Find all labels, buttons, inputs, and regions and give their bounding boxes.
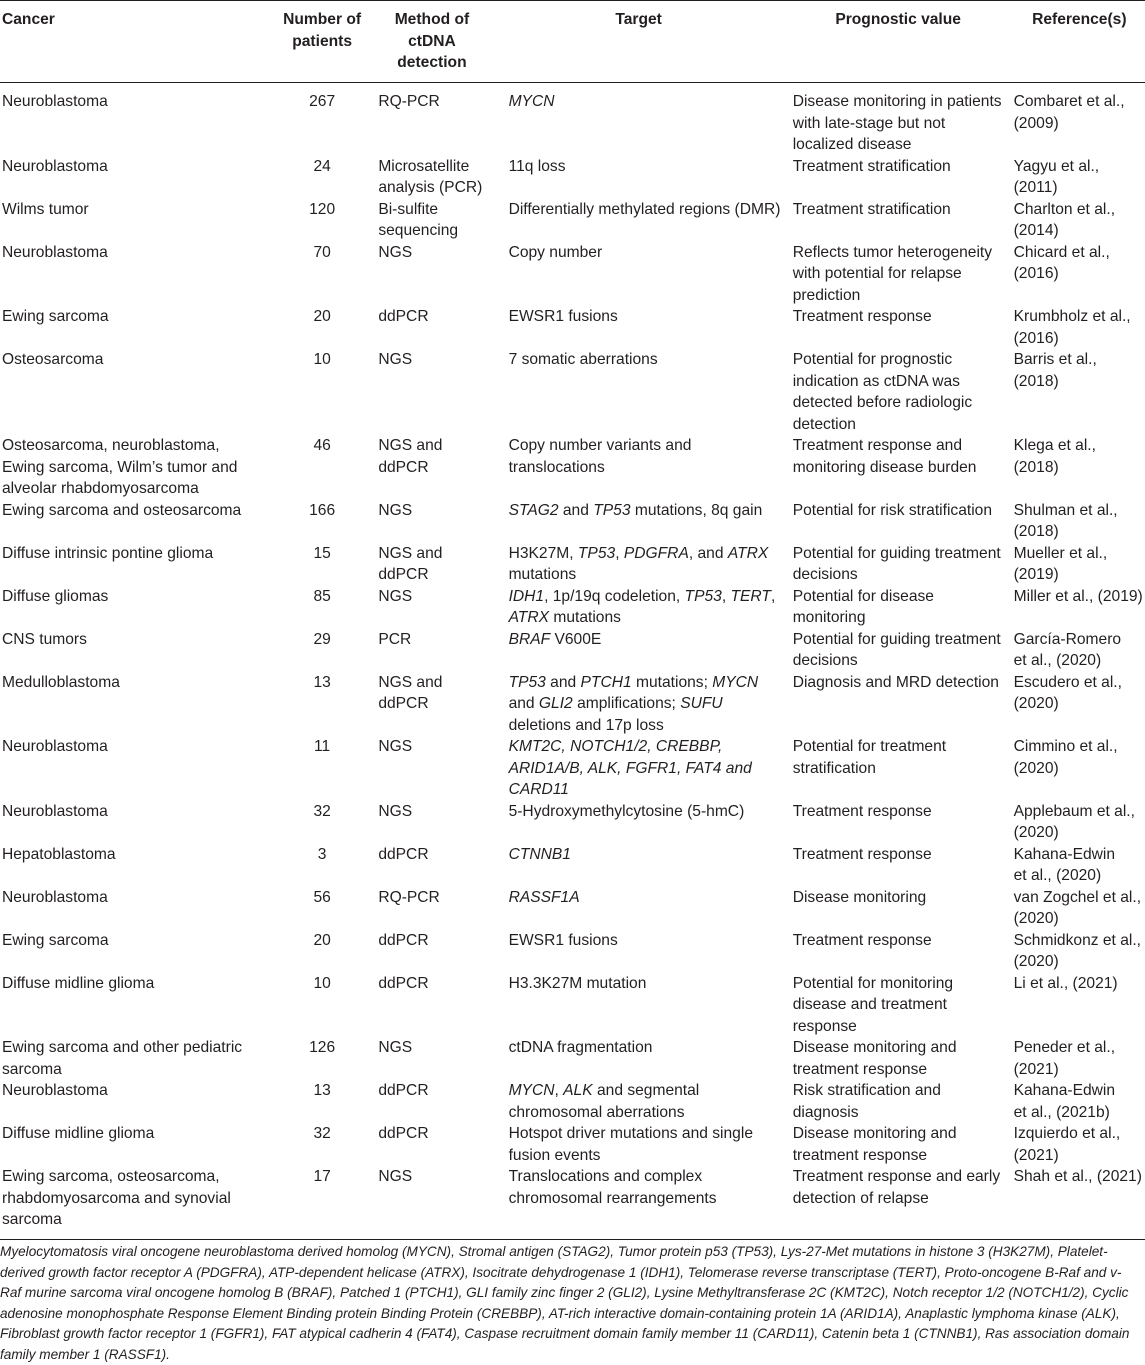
cell-cancer: CNS tumors [2,630,87,648]
table-body [0,83,1145,1240]
cell-prognostic: Treatment response and early detection of relapse [792,1168,1001,1207]
table-row [0,1080,1145,1123]
target-text-segment: TERT [730,587,771,605]
cell-target [492,435,786,500]
cell-prognostic: Disease monitoring and treatment response [792,1039,957,1078]
cell-method: ddPCR [378,308,429,325]
table-header [0,1,1145,83]
target-text-segment: PTCH1 [580,673,632,691]
cell-target [492,83,786,156]
table-row [0,736,1145,801]
cell-target [492,586,786,629]
target-text-segment: mutations [508,566,577,583]
cell-cancer: Neuroblastoma [2,738,108,755]
cell-reference: Mueller et al., (2019) [1013,544,1108,583]
table-row [0,672,1145,737]
table-row [0,801,1145,844]
cell-method: Microsatellite analysis (PCR) [378,157,483,196]
target-text-segment: , [554,1082,564,1099]
table-row [0,199,1145,242]
cell-target [492,736,786,801]
cell-method: RQ-PCR [378,888,440,906]
target-text-segment: and segmental chromosomal aberrations [508,1082,700,1121]
table-row [0,844,1145,887]
table-row [0,629,1145,672]
cell-prognostic: Potential for monitoring disease and treatment response [792,974,954,1035]
cell-method: NGS [378,738,413,755]
cell-cancer: Wilms tumor [2,200,89,218]
target-text-segment: and [508,695,535,712]
cell-reference: Li et al., (2021) [1013,974,1118,992]
target-text-segment: TP53 [577,544,616,562]
cell-prognostic: Treatment response [792,802,932,820]
cell-cancer: Diffuse midline glioma [2,1125,155,1142]
target-text-segment: , [770,587,776,605]
table-row [0,586,1145,629]
cell-method: ddPCR [378,845,429,863]
cell-cancer: Neuroblastoma [2,157,108,175]
cell-reference: Klega et al., (2018) [1013,437,1096,476]
cell-method: NGS [378,501,413,519]
cell-patients: 85 [313,587,331,605]
header-patients: Number of patients [283,11,362,50]
target-text-segment: mutations, 8q gain [630,501,763,519]
cell-method: ddPCR [378,974,429,992]
cell-target [492,672,786,737]
cell-cancer: Ewing sarcoma and osteosarcoma [2,501,242,519]
target-text-segment: 5-Hydroxymethylcytosine (5-hmC) [508,802,745,820]
cell-prognostic: Potential for prognostic indication as ctDNA was detected before radiologic detection [792,351,973,433]
target-text-segment: TP53 [508,673,546,691]
cell-method: PCR [378,630,412,648]
cell-method: RQ-PCR [378,93,440,110]
cell-reference: Charlton et al., (2014) [1013,200,1116,239]
cell-patients: 13 [313,1082,331,1099]
target-text-segment: ATRX [727,544,769,562]
target-text-segment: MYCN [508,93,555,110]
cell-reference: Chicard et al., (2016) [1013,243,1110,282]
cell-prognostic: Disease monitoring [792,888,927,906]
cell-patients: 10 [313,974,331,992]
table-row [0,500,1145,543]
cell-patients: 24 [313,157,331,175]
table-row [0,1037,1145,1080]
table-row [0,887,1145,930]
cell-prognostic: Potential for guiding treatment decisions [792,630,1001,669]
cell-cancer: Medulloblastoma [2,673,120,691]
cell-reference: Krumbholz et al., (2016) [1013,308,1131,347]
target-text-segment: SUFU [680,695,723,712]
cell-patients: 126 [309,1039,336,1056]
table-row [0,83,1145,156]
header-method: Method of ctDNA detection [394,11,470,71]
cell-reference: Izquierdo et al., (2021) [1013,1125,1121,1164]
target-text-segment: TP53 [684,587,722,605]
target-text-segment: Hotspot driver mutations and single fusion events [508,1125,753,1164]
cell-reference: Cimmino et al., (2020) [1013,738,1118,777]
target-text-segment: EWSR1 fusions [508,308,618,325]
table-row [0,306,1145,349]
target-text-segment: and [558,501,594,519]
cell-patients: 32 [313,1125,331,1142]
cell-cancer: Neuroblastoma [2,802,108,820]
cell-method: NGS and ddPCR [378,544,443,583]
cell-target [492,887,786,930]
target-text-segment: PDGFRA [623,544,689,562]
table-row [0,973,1145,1038]
cell-reference: Yagyu et al., (2011) [1013,157,1100,196]
cell-cancer: Osteosarcoma [2,351,104,368]
cell-prognostic: Treatment response and monitoring disease burden [792,437,977,476]
target-text-segment: amplifications; [572,695,681,712]
cell-prognostic: Potential for guiding treatment decisions [792,544,1001,583]
cell-reference: Shah et al., (2021) [1013,1168,1142,1185]
cell-patients: 32 [313,802,331,820]
cell-reference: Combaret et al., (2009) [1013,93,1125,132]
cell-prognostic: Disease monitoring in patients with late-stage but not localized disease [792,93,1002,153]
cell-reference: van Zogchel et al., (2020) [1013,888,1142,927]
cell-method: NGS [378,351,413,368]
target-text-segment: deletions and 17p loss [508,716,664,734]
cell-target [492,844,786,887]
cell-target [492,242,786,307]
cell-target [492,973,786,1038]
cell-method: ddPCR [378,1082,429,1099]
cell-method: NGS and ddPCR [378,673,443,712]
header-prognostic: Prognostic value [835,11,961,28]
table-footnote: Myelocytomatosis viral oncogene neuroblastoma derived homolog (MYCN), Stromal antigen (STAG2), Tumor protein p53 (TP53), Lys-27-Met mutations in histone 3 (H3K27M), Platelet-derived growth factor receptor A (PDGFRA), ATP-dependent helicase (ATRX), Isocitrate dehydrogenase 1 (IDH1), Telomerase reverse transcriptase (TERT), Proto-oncogene B-Raf and v-Raf murine sarcoma viral oncogene homolog B (BRAF), Patched 1 (PTCH1), GLI family zinc finger 2 (GLI2), Lysine Methyltransferase 2C (KMT2C), Notch receptor 1/2 (NOTCH1/2), Cyclic adenosine monophosphate Response Element Binding protein Binding Protein (CREBBP), AT-rich interactive domain-containing protein 1A (ARID1A), Anaplastic lymphoma kinase (ALK), Fibroblast growth factor receptor 1 (FGFR1), FAT atypical cadherin 4 (FAT4), Caspase recruitment domain family member 11 (CARD11), Catenin beta 1 (CTNNB1), Ras association domain family member 1 (RASSF1). [0,1244,1130,1362]
cell-prognostic: Treatment response [792,845,932,863]
target-text-segment: ctDNA fragmentation [508,1039,653,1056]
cell-target [492,930,786,973]
header-target: Target [615,11,662,28]
cell-prognostic: Diagnosis and MRD detection [792,673,999,691]
table-row [0,435,1145,500]
table-row [0,543,1145,586]
target-text-segment: , and [688,544,728,562]
target-text-segment: Differentially methylated regions (DMR) [508,200,781,218]
header-cancer: Cancer [2,11,55,28]
cell-cancer: Ewing sarcoma [2,308,109,325]
cell-prognostic: Potential for disease monitoring [792,587,934,626]
target-text-segment: mutations [549,609,621,626]
cell-patients: 166 [309,501,336,519]
cell-patients: 46 [313,437,331,454]
target-text-segment: STAG2 [508,501,559,519]
cell-prognostic: Risk stratification and diagnosis [792,1082,941,1121]
target-text-segment: IDH1 [508,587,545,605]
target-text-segment: Copy number [508,243,603,261]
header-references: Reference(s) [1032,11,1127,28]
cell-target [492,1080,786,1123]
cell-prognostic: Potential for treatment stratification [792,738,947,777]
table-row [0,349,1145,435]
target-text-segment: KMT2C, NOTCH1/2, CREBBP, ARID1A/B, ALK, FGFR1, FAT4 and CARD11 [508,738,752,798]
cell-target [492,629,786,672]
target-text-segment: TP53 [593,501,631,519]
cell-cancer: Ewing sarcoma, osteosarcoma, rhabdomyosarcoma and synovial sarcoma [2,1168,231,1228]
cell-reference: Peneder et al., (2021) [1013,1039,1116,1078]
target-text-segment: , 1p/19q codeletion, [544,587,685,605]
cell-cancer: Neuroblastoma [2,1082,108,1099]
cell-prognostic: Reflects tumor heterogeneity with potential for relapse prediction [792,243,993,304]
cell-reference: Barris et al., (2018) [1013,351,1097,390]
cell-target [492,1166,786,1239]
cell-reference: Applebaum et al., (2020) [1013,802,1135,841]
cell-method: NGS [378,1039,413,1056]
cell-reference: García-Romero et al., (2020) [1013,630,1122,669]
table-row [0,242,1145,307]
cell-target [492,801,786,844]
cell-prognostic: Treatment stratification [792,157,951,175]
cell-patients: 11 [314,738,331,755]
cell-cancer: Osteosarcoma, neuroblastoma, Ewing sarcoma, Wilm’s tumor and alveolar rhabdomyosarcoma [2,437,238,497]
cell-cancer: Diffuse intrinsic pontine glioma [2,544,214,562]
target-text-segment: BRAF [508,630,551,648]
cell-method: NGS [378,587,413,605]
target-text-segment: Copy number variants and translocations [508,437,692,476]
cell-prognostic: Treatment response [792,931,932,949]
target-text-segment: 7 somatic aberrations [508,351,658,368]
cell-reference: Shulman et al., (2018) [1013,501,1118,540]
target-text-segment: H3K27M, [508,544,578,562]
target-text-segment: MYCN [712,673,759,691]
cell-patients: 10 [313,351,331,368]
cell-patients: 17 [313,1168,331,1185]
cell-cancer: Diffuse gliomas [2,587,109,605]
cell-reference: Schmidkonz et al., (2020) [1013,931,1142,970]
cell-method: NGS [378,1168,413,1185]
target-text-segment: V600E [550,630,602,648]
cell-method: NGS and ddPCR [378,437,443,476]
target-text-segment: ATRX [508,609,549,626]
cell-patients: 20 [313,931,331,949]
cell-cancer: Neuroblastoma [2,888,108,906]
cell-patients: 56 [313,888,331,906]
target-text-segment: , [721,587,731,605]
cell-cancer: Ewing sarcoma and other pediatric sarcoma [2,1039,243,1078]
cell-reference: Kahana-Edwin et al., (2020) [1013,845,1116,884]
cell-target [492,199,786,242]
cell-target [492,306,786,349]
cell-patients: 15 [313,544,331,562]
cell-target [492,500,786,543]
cell-cancer: Hepatoblastoma [2,845,116,863]
cell-reference: Escudero et al., (2020) [1013,673,1122,712]
cell-patients: 20 [313,308,331,325]
target-text-segment: RASSF1A [508,888,580,906]
cell-patients: 120 [309,200,336,218]
cell-cancer: Ewing sarcoma [2,931,109,949]
cell-prognostic: Treatment stratification [792,200,951,218]
cell-reference: Kahana-Edwin et al., (2021b) [1013,1082,1116,1121]
cell-patients: 3 [317,845,327,863]
cell-target [492,156,786,199]
cell-method: ddPCR [378,931,429,949]
table-row [0,1123,1145,1166]
target-text-segment: CTNNB1 [508,845,571,863]
cell-cancer: Neuroblastoma [2,243,108,261]
target-text-segment: 11q loss [508,157,566,175]
target-text-segment: MYCN [508,1082,555,1099]
table-row [0,156,1145,199]
cell-cancer: Neuroblastoma [2,93,108,110]
cell-target [492,1037,786,1080]
target-text-segment: , [615,544,624,562]
cell-cancer: Diffuse midline glioma [2,974,155,992]
target-text-segment: Translocations and complex chromosomal rearrangements [508,1168,717,1207]
cell-prognostic: Treatment response [792,308,932,325]
cell-method: NGS [378,802,413,820]
target-text-segment: EWSR1 fusions [508,931,618,949]
cell-method: Bi-sulfite sequencing [378,200,459,239]
cell-patients: 29 [313,630,331,648]
target-text-segment: mutations; [631,673,713,691]
table-row [0,930,1145,973]
target-text-segment: and [545,673,581,691]
cell-target [492,543,786,586]
cell-reference: Miller et al., (2019) [1013,587,1143,605]
cell-patients: 13 [313,673,331,691]
cell-patients: 267 [309,93,336,110]
cell-method: ddPCR [378,1125,429,1142]
cell-target [492,349,786,435]
target-text-segment: H3.3K27M mutation [508,974,647,992]
target-text-segment: ALK [563,1082,593,1099]
cell-method: NGS [378,243,413,261]
cell-prognostic: Disease monitoring and treatment response [792,1125,957,1164]
table-row [0,1166,1145,1239]
header-row [0,1,1145,83]
cell-prognostic: Potential for risk stratification [792,501,993,519]
target-text-segment: GLI2 [538,695,573,712]
cell-target [492,1123,786,1166]
cell-patients: 70 [313,243,331,261]
